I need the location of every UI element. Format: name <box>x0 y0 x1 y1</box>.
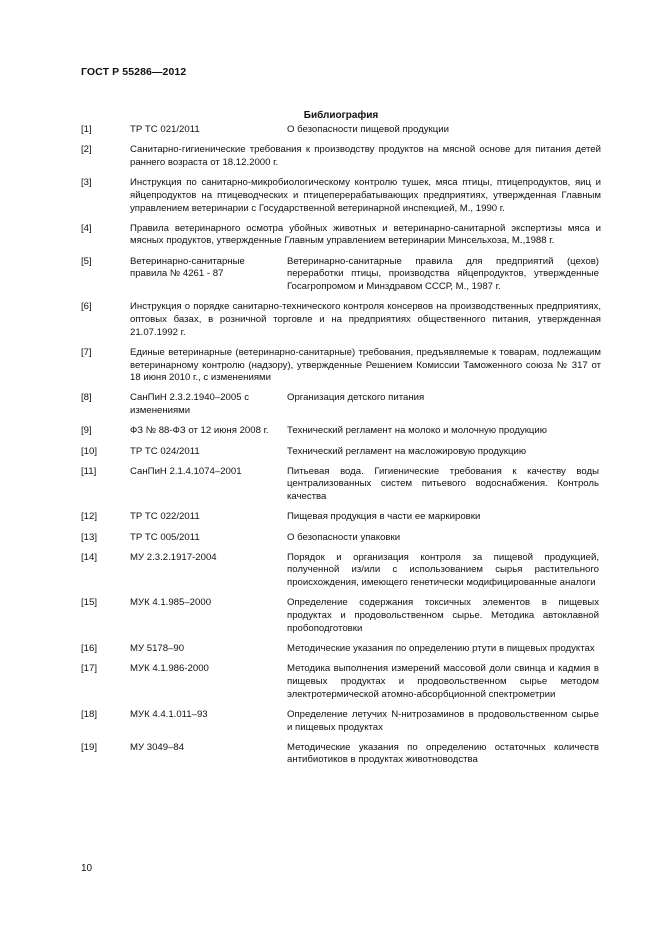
entry-title: О безопасности упаковки <box>287 531 401 543</box>
entry-text: Единые ветеринарные (ветеринарно-санитарные) требования, предъявляемые к товарам, подлежащим ветеринарному контролю (надзору), утвержденные Решением Комиссии Таможенного союза № 317 от 18 июня 2010 г., с изменениями <box>130 346 601 384</box>
bibliography-entry <box>81 663 601 701</box>
entry-designation: ТР ТС 024/2011 <box>130 445 200 457</box>
entry-designation: МУ 2.3.2.1917-2004 <box>130 551 217 563</box>
bibliography-entry <box>81 742 601 767</box>
entry-number: [4] <box>81 222 92 234</box>
entry-text: Санитарно-гигиенические требования к производству продуктов на мясной основе для питания детей раннего возраста от 18.12.2000 г. <box>130 144 601 168</box>
entry-designation: Ветеринарно-санитарные правила № 4261 - 87 <box>130 255 245 280</box>
entry-title: Определение содержания токсичных элементов в пищевых продуктах и продовольственном сырье. Методика автоклавной пробоподготовки <box>287 597 599 634</box>
entry-designation: ТР ТС 005/2011 <box>130 531 200 543</box>
entry-title: Технический регламент на молоко и молочную продукцию <box>287 425 547 437</box>
entry-number: [13] <box>81 531 98 543</box>
bibliography-entry <box>81 347 601 385</box>
document-header: ГОСТ Р 55286—2012 <box>81 66 187 78</box>
bibliography-entry <box>81 552 601 590</box>
entry-title: Ветеринарно-санитарные правила для предприятий (цехов) переработки птицы, производства яйцепродуктов, утвержденные Госагропромом и Минздравом СССР, М., 1987 г. <box>287 255 599 293</box>
bibliography-entry <box>81 425 601 438</box>
bibliography-entry <box>81 301 601 339</box>
bibliography-entry <box>81 446 601 459</box>
entry-number: [7] <box>81 346 92 358</box>
bibliography-entry <box>81 144 601 169</box>
entry-designation: МУК 4.4.1.011–93 <box>130 708 208 720</box>
entry-number: [16] <box>81 643 98 654</box>
bibliography-entry <box>81 256 601 294</box>
entry-text: Инструкция о порядке санитарно-технического контроля консервов на производственных предприятиях, оптовых базах, в розничной торговле и на предприятиях общественного питания, утвержденная 21.07.1992 г. <box>130 301 601 338</box>
entry-title: Организация детского питания <box>287 392 425 404</box>
entry-number: [19] <box>81 741 98 753</box>
bibliography-entry <box>81 177 601 215</box>
entry-text: Инструкция по санитарно-микробиологическому контролю тушек, мяса птицы, птицепродуктов, яиц и яйцепродуктов на птицеводческих и птицеперерабатывающих предприятиях, утвержденная Главным управлением ветеринарии с Государственной ветеринарной инспекцией, М., 1990 г. <box>130 177 601 214</box>
entry-title: Питьевая вода. Гигиенические требования к качеству воды централизованных систем питьевого водоснабжения. Контроль качества <box>287 465 599 503</box>
bibliography-entry <box>81 532 601 545</box>
entry-designation: ТР ТС 021/2011 <box>130 124 200 135</box>
bibliography-entry <box>81 392 601 417</box>
entry-designation: ТР ТС 022/2011 <box>130 511 200 523</box>
entry-number: [15] <box>81 597 98 609</box>
entry-number: [18] <box>81 708 98 720</box>
bibliography-entry <box>81 643 601 656</box>
bibliography-entry <box>81 709 601 734</box>
entry-number: [11] <box>81 465 97 477</box>
entry-designation: СанПиН 2.1.4.1074–2001 <box>130 465 242 477</box>
entry-number: [1] <box>81 124 92 135</box>
entry-number: [9] <box>81 425 92 437</box>
bibliography-entry <box>81 511 601 524</box>
entry-number: [5] <box>81 255 92 267</box>
entry-title: Пищевая продукция в части ее маркировки <box>287 511 481 523</box>
entry-title: Определение летучих N-нитрозаминов в продовольственном сырье и пищевых продуктах <box>287 708 599 733</box>
entry-designation: МУ 5178–90 <box>130 643 185 654</box>
entry-title: Методические указания по определению остаточных количеств антибиотиков в продуктах животноводства <box>287 741 599 766</box>
entry-title: О безопасности пищевой продукции <box>287 124 449 135</box>
entry-number: [6] <box>81 301 92 313</box>
entry-text: Правила ветеринарного осмотра убойных животных и ветеринарно-санитарной экспертизы мяса и мясных продуктов, утвержденные Главным управлением ветеринарии Минсельхоза, М.,1988 г. <box>130 222 601 247</box>
entry-number: [12] <box>81 511 98 523</box>
entry-designation: МУК 4.1.985–2000 <box>130 597 212 609</box>
entry-title: Методика выполнения измерений массовой доли свинца и кадмия в пищевых продуктах и продовольственном сырье методом электротермической атомно-абсорбционной спектрометрии <box>287 663 599 700</box>
entry-number: [3] <box>81 177 92 189</box>
entry-designation: СанПиН 2.3.2.1940–2005 с изменениями <box>130 392 250 417</box>
entry-number: [10] <box>81 445 98 457</box>
bibliography-entry <box>81 223 601 248</box>
entry-number: [8] <box>81 392 92 404</box>
bibliography-list <box>81 124 601 775</box>
entry-title: Методические указания по определению ртути в пищевых продуктах <box>287 643 595 654</box>
bibliography-title: Библиография <box>303 110 379 121</box>
bibliography-entry <box>81 597 601 635</box>
bibliography-entry <box>81 124 601 137</box>
bibliography-entry <box>81 466 601 504</box>
entry-number: [14] <box>81 551 98 563</box>
page-number: 10 <box>81 863 93 874</box>
entry-designation: МУК 4.1.986-2000 <box>130 663 209 675</box>
entry-number: [2] <box>81 144 92 156</box>
entry-designation: МУ 3049–84 <box>130 741 185 753</box>
entry-number: [17] <box>81 663 98 675</box>
entry-title: Технический регламент на масложировую продукцию <box>287 445 527 457</box>
entry-title: Порядок и организация контроля за пищевой продукцией, полученной из/или с использованием сырья растительного происхождения, имеющего генетически модифицированные аналоги <box>287 551 599 589</box>
entry-designation: ФЗ № 88-ФЗ от 12 июня 2008 г. <box>130 425 269 437</box>
